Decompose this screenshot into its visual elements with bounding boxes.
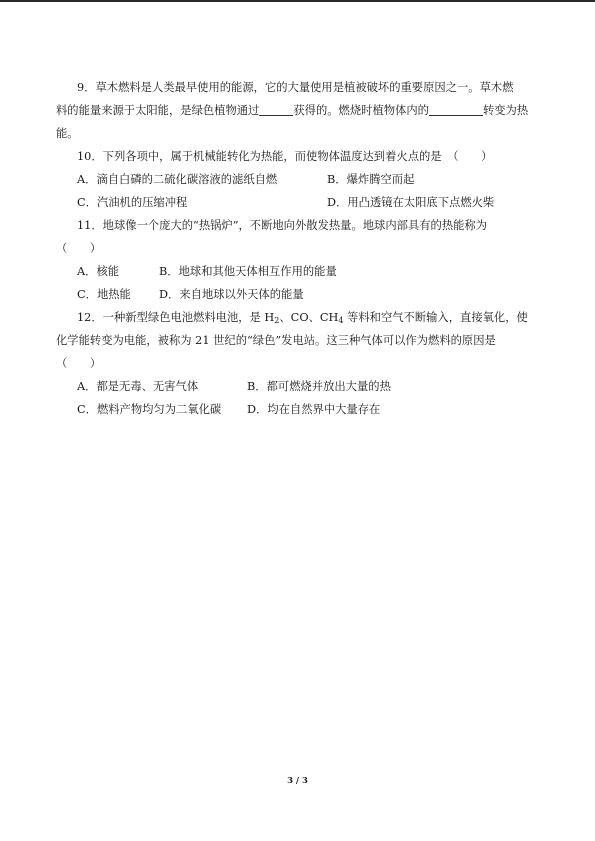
question-content — [56, 76, 546, 421]
q10-option-a: A．滴自白磷的二硫化碳溶液的滤纸自燃 — [77, 173, 278, 186]
q10-option-c: C．汽油机的压缩冲程 — [77, 196, 188, 209]
q9-text-b: 获得的。燃烧时植物体内的 — [293, 104, 429, 117]
answer-blank-1[interactable] — [259, 102, 293, 116]
q10-options-row-2 — [56, 191, 546, 214]
q11-options-row-1 — [56, 260, 546, 283]
q12-option-a: A．都是无毒、无害气体 — [77, 380, 199, 393]
q9-text-c: 转变为热 — [482, 104, 529, 117]
q10-option-b: B．爆炸腾空而起 — [327, 173, 415, 186]
q12-option-d: D．均在自然界中大量存在 — [247, 403, 381, 416]
q9-line-3: 能。 — [56, 127, 79, 140]
top-border-rule — [0, 0, 595, 2]
q12-line-1 — [56, 306, 546, 329]
q12-option-b: B．都可燃烧并放出大量的热 — [247, 380, 391, 393]
q11-options-row-2 — [56, 283, 546, 306]
q11-option-c: C．地热能 — [77, 288, 131, 301]
q12-options-row-1 — [56, 375, 546, 398]
q9-line-1: 9．草木燃料是人类最早使用的能源，它的大量使用是植被破坏的重要原因之一。草木燃 — [77, 81, 514, 94]
q10-stem: 10．下列各项中，属于机械能转化为热能，而使物体温度达到着火点的是 （ ） — [77, 150, 493, 163]
q11-option-a: A．核能 — [77, 265, 120, 278]
q9-text-a: 料的能量来源于太阳能，是绿色植物通过 — [56, 104, 260, 117]
q12-line-2: 化学能转变为电能，被称为 21 世纪的“绿色”发电站。这三种气体可以作为燃料的原因是 — [56, 334, 496, 347]
q11-option-d: D．来自地球以外天体的能量 — [159, 288, 304, 301]
q10-options-row-1 — [56, 168, 546, 191]
q12-text-c: 等料和空气不断输入，直接氧化，使 — [343, 311, 528, 324]
q12-paren: （ ） — [56, 357, 102, 370]
q11-paren: （ ） — [56, 242, 102, 255]
answer-blank-2[interactable] — [429, 102, 483, 116]
q12-text-b: 、CO、CH — [279, 311, 339, 324]
page-number: 3 / 3 — [287, 776, 308, 786]
q11-stem: 11．地球像一个庞大的“热锅炉”，不断地向外散发热量。地球内部具有的热能称为 — [77, 219, 488, 232]
q10-option-d: D．用凸透镜在太阳底下点燃火柴 — [327, 196, 495, 209]
q12-text-a: 12．一种新型绿色电池燃料电池，是 H — [77, 311, 275, 324]
q12-option-c: C．燃料产物均匀为二氧化碳 — [77, 403, 222, 416]
q9-line-2 — [56, 99, 546, 122]
h2-subscript: 2 — [274, 316, 280, 325]
q11-option-b: B．地球和其他天体相互作用的能量 — [159, 265, 337, 278]
q12-options-row-2 — [56, 398, 546, 421]
ch4-subscript: 4 — [338, 316, 344, 325]
